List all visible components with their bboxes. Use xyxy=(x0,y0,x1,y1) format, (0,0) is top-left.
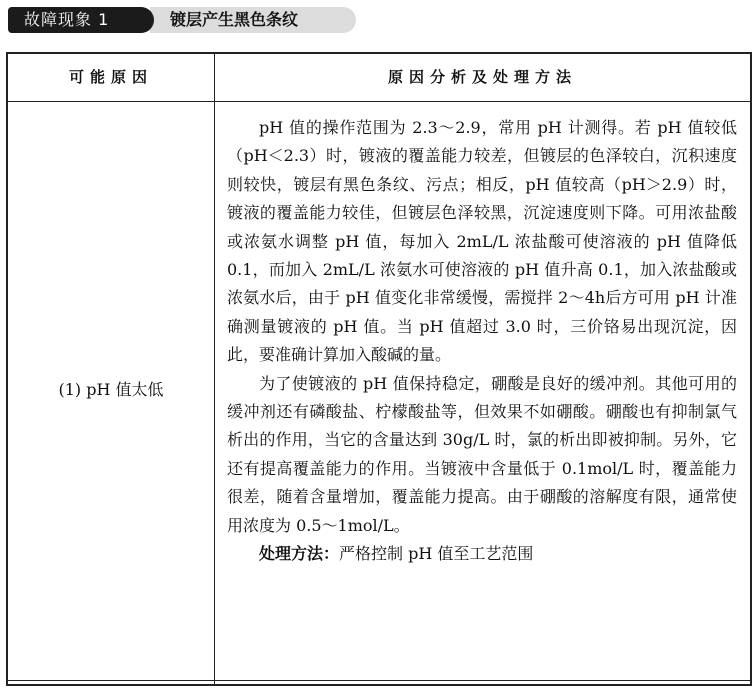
header-analysis-method: 原因分析及处理方法 xyxy=(387,68,577,86)
column-divider xyxy=(214,54,215,684)
method-line xyxy=(227,540,737,568)
fault-tag: 故障现象 1 xyxy=(8,7,154,33)
header-divider xyxy=(8,101,750,102)
analysis-paragraph-2: 为了使镀液的 pH 值保持稳定，硼酸是良好的缓冲剂。其他可用的缓冲剂还有磷酸盐、柠檬酸盐等，但效果不如硼酸。硼酸也有抑制氯气析出的作用，当它的含量达到 30g/L 时，氯的析出即被抑制。另外，它还有提高覆盖能力的作用。当镀液中含量低于 0.1mol/L 时，覆盖能力很差，随着含量增加，覆盖能力提高。由于硼酸的溶解度有限，通常使用浓度为 0.5～1mol/L。 xyxy=(227,373,737,535)
method-text: 严格控制 pH 值至工艺范围 xyxy=(339,544,534,564)
header-possible-cause: 可能原因 xyxy=(68,68,153,86)
cause-cell: (1) pH 值太低 xyxy=(58,380,164,399)
analysis-paragraph-1: pH 值的操作范围为 2.3～2.9，常用 pH 计测得。若 pH 值较低（pH＜2.3）时，镀液的覆盖能力较差，但镀层的色泽较白，沉积速度则较快，镀层有黑色条纹、污点；相反，pH 值较高（pH＞2.9）时，镀液的覆盖能力较佳，但镀层色泽较黑，沉淀速度则下降。可用浓盐酸或浓氨水调整 pH 值，每加入 2mL/L 浓盐酸可使溶液的 pH 值降低 0.1，而加入 2mL/L 浓氨水可使溶液的 pH 值升高 0.1，加入浓盐酸或浓氨水后，由于 pH 值变化非常缓慢，需搅拌 2～4h后方可用 pH 计准确测量镀液的 pH 值。当 pH 值超过 3.0 时，三价铬易出现沉淀，因此，要准确计算加入酸碱的量。 xyxy=(227,118,737,365)
method-label: 处理方法： xyxy=(259,544,340,564)
section-header xyxy=(0,0,754,38)
fault-table xyxy=(6,52,752,686)
fault-title: 镀层产生黑色条纹 xyxy=(150,7,356,33)
bottom-divider xyxy=(8,680,750,681)
analysis-cell xyxy=(227,114,737,569)
